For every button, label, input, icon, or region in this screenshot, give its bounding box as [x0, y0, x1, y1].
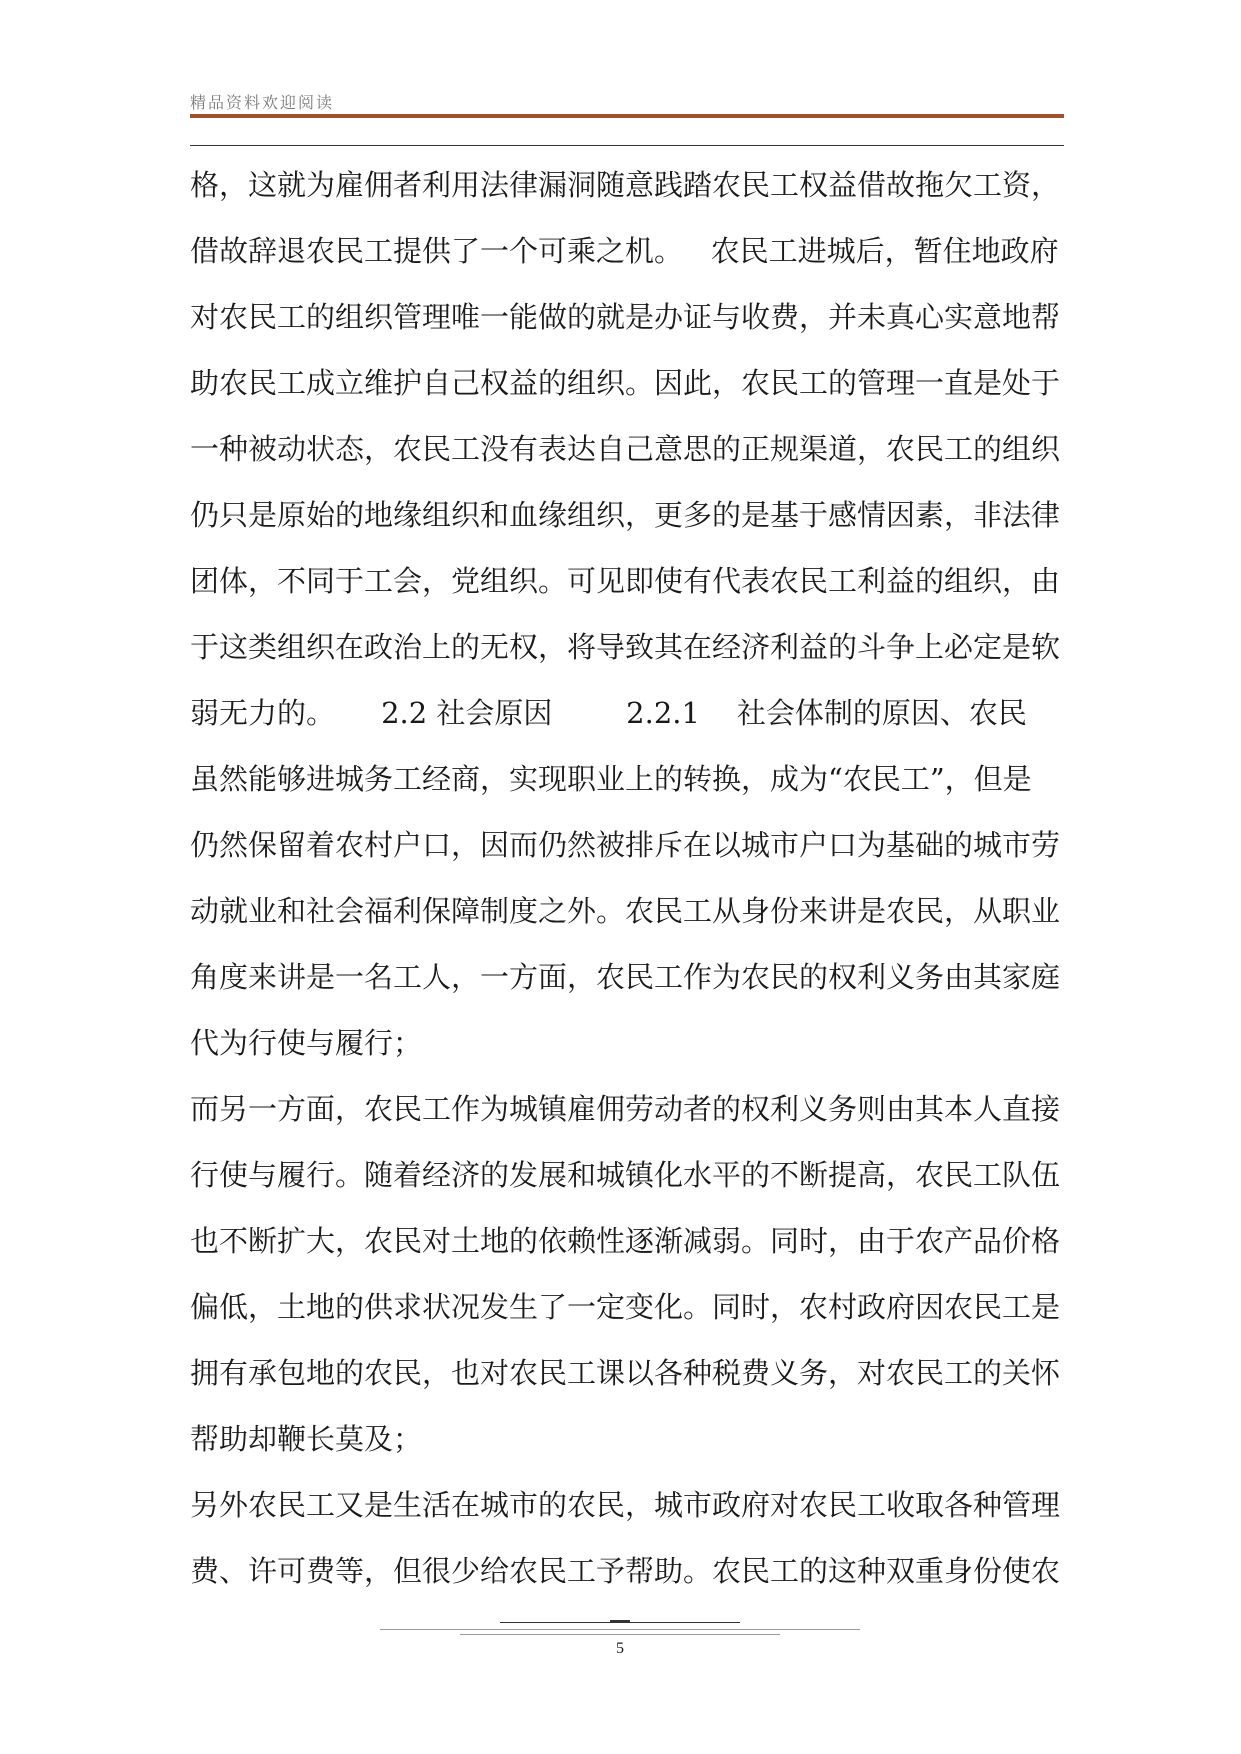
body-line: 代为行使与履行； [190, 1026, 423, 1060]
body-line: 动就业和社会福利保障制度之外。农民工从身份来讲是农民，从职业 [190, 894, 1061, 928]
footer-rule-accent [610, 1620, 630, 1622]
body-line: 仍然保留着农村户口，因而仍然被排斥在以城市户口为基础的城市劳 [190, 828, 1061, 862]
body-line: 助农民工成立维护自己权益的组织。因此，农民工的管理一直是处于 [190, 366, 1061, 400]
footer-rules [380, 1620, 860, 1640]
body-line: 行使与履行。随着经济的发展和城镇化水平的不断提高，农民工队伍 [190, 1158, 1061, 1192]
body-line: 帮助却鞭长莫及； [190, 1422, 423, 1456]
body-line: 于这类组织在政治上的无权，将导致其在经济利益的斗争上必定是软 [190, 630, 1061, 664]
body-line: 也不断扩大，农民对土地的依赖性逐渐减弱。同时，由于农产品价格 [190, 1224, 1061, 1258]
body-line: 偏低，土地的供求状况发生了一定变化。同时，农村政府因农民工是 [190, 1290, 1061, 1324]
body-line: 团体，不同于工会，党组织。可见即使有代表农民工利益的组织，由 [190, 564, 1061, 598]
footer-rule [460, 1634, 780, 1635]
body-text [190, 152, 1070, 1604]
body-line: 弱无力的。 2.2 社会原因 2.2.1 社会体制的原因、农民 [190, 696, 1027, 730]
body-line: 费、许可费等，但很少给农民工予帮助。农民工的这种双重身份使农 [190, 1554, 1061, 1588]
body-line: 拥有承包地的农民，也对农民工课以各种税费义务，对农民工的关怀 [190, 1356, 1061, 1390]
body-line: 格，这就为雇佣者利用法律漏洞随意践踏农民工权益借故拖欠工资， [190, 168, 1061, 202]
body-line: 借故辞退农民工提供了一个可乘之机。 农民工进城后，暂住地政府 [190, 234, 1059, 268]
page-header-text: 精品资料欢迎阅读 [190, 93, 335, 112]
header-rule-thick [190, 114, 1064, 118]
body-line: 角度来讲是一名工人，一方面，农民工作为农民的权利义务由其家庭 [190, 960, 1061, 994]
body-line: 另外农民工又是生活在城市的农民，城市政府对农民工收取各种管理 [190, 1488, 1061, 1522]
page-number: 5 [616, 1640, 624, 1657]
body-line: 仍只是原始的地缘组织和血缘组织，更多的是基于感情因素，非法律 [190, 498, 1061, 532]
body-line: 虽然能够进城务工经商，实现职业上的转换，成为“农民工”，但是 [190, 762, 1032, 796]
footer-rule [500, 1622, 740, 1623]
header-rule-thin [190, 145, 1064, 146]
body-line: 一种被动状态，农民工没有表达自己意思的正规渠道，农民工的组织 [190, 432, 1061, 466]
body-line: 而另一方面，农民工作为城镇雇佣劳动者的权利义务则由其本人直接 [190, 1092, 1061, 1126]
body-line: 对农民工的组织管理唯一能做的就是办证与收费，并未真心实意地帮 [190, 300, 1061, 334]
footer-rule [380, 1629, 860, 1630]
